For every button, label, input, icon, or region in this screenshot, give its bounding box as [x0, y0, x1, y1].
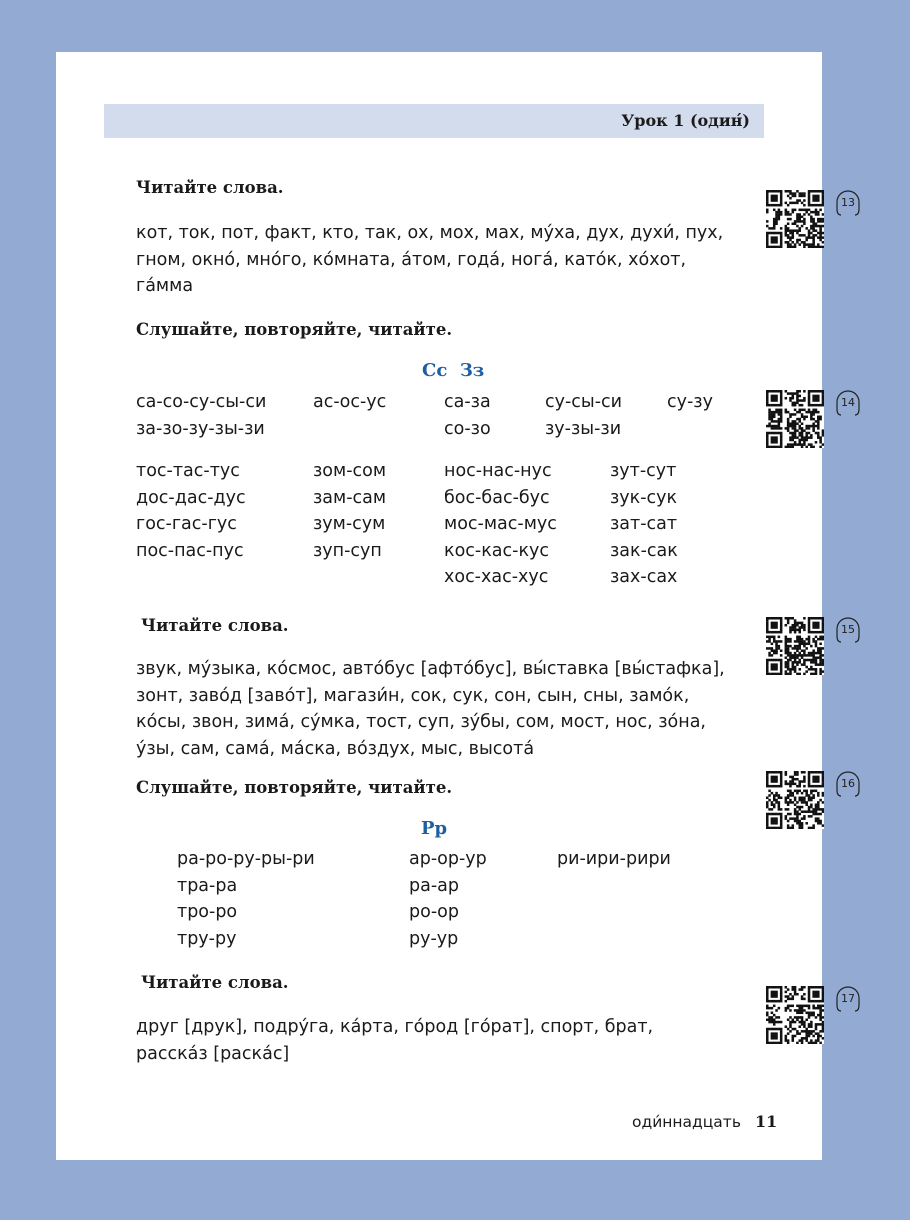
headphones-track-icon[interactable] [832, 768, 864, 800]
letters-heading-s-z: Сс Зз [422, 360, 485, 381]
headphones-track-icon[interactable] [832, 983, 864, 1015]
syllable-item: тро-ро [177, 902, 238, 922]
word-line: друг [друк], подру́га, ка́рта, го́род [го́рат], спорт, брат, [136, 1017, 654, 1037]
instruction-read-words-3: Читайте слова. [141, 973, 289, 992]
track-number: 16 [841, 777, 855, 790]
syllable-column [557, 846, 671, 873]
syllable-item: су-зу [667, 392, 713, 412]
letters-heading-r: Рр [421, 818, 448, 839]
syllable-item: зах-сах [610, 567, 678, 587]
syllable-item: ру-ур [409, 928, 459, 949]
syllable-column [313, 389, 386, 416]
track-number: 14 [841, 396, 855, 409]
syllable-item: хос-хас-хус [444, 567, 549, 587]
syllable-item: зак-сак [610, 540, 678, 561]
syllable-item: кос-кас-кус [444, 540, 549, 561]
syllable-item: ар-ор-ур [409, 849, 487, 869]
syllable-item: со-зо [444, 418, 491, 439]
page-number-word: оди́ннадцать [632, 1113, 741, 1131]
syllable-item: тос-тас-тус [136, 461, 240, 481]
syllable-item: зу-зы-зи [545, 418, 622, 439]
syllable-item: су-сы-си [545, 392, 623, 412]
syllable-item: бос-бас-бус [444, 487, 550, 508]
word-line: зонт, заво́д [заво́т], магази́н, сок, сук, сон, сын, сны, замо́к, [136, 685, 690, 706]
qr-code-icon[interactable] [766, 190, 824, 248]
syllable-item: са-за [444, 392, 491, 412]
syllable-item: пос-пас-пус [136, 540, 244, 561]
syllable-item: ро-ор [409, 902, 459, 922]
qr-code-icon[interactable] [766, 390, 824, 448]
instruction-read-words-2: Читайте слова. [141, 616, 289, 635]
word-list-1 [136, 220, 723, 300]
syllable-column [136, 389, 266, 442]
word-line: гном, окно́, мно́го, ко́мната, а́том, года́, нога́, като́к, хо́хот, [136, 249, 687, 270]
word-line: ко́сы, звон, зима́, су́мка, тост, суп, зу́бы, сом, мост, нос, зо́на, [136, 712, 706, 732]
syllable-column [444, 458, 557, 591]
qr-code-icon[interactable] [766, 617, 824, 675]
syllable-item: са-со-су-сы-си [136, 392, 267, 412]
syllable-item: тру-ру [177, 928, 237, 949]
lesson-title: Урок 1 (один́) [621, 111, 750, 130]
headphones-track-icon[interactable] [832, 614, 864, 646]
syllable-item: ри-ири-рири [557, 849, 671, 869]
track-number: 13 [841, 196, 855, 209]
headphones-track-icon[interactable] [832, 387, 864, 419]
syllable-item: ра-ро-ру-ры-ри [177, 849, 315, 869]
syllable-item: дос-дас-дус [136, 487, 246, 508]
syllable-item: зом-сом [313, 461, 387, 481]
syllable-item: зам-сам [313, 487, 387, 508]
syllable-item: ас-ос-ус [313, 392, 387, 412]
lesson-header [104, 104, 764, 138]
syllable-item: зут-сут [610, 461, 677, 481]
page-number: 11 [755, 1112, 778, 1131]
page [56, 52, 822, 1160]
syllable-column [136, 458, 246, 564]
word-line: га́мма [136, 276, 194, 296]
instruction-listen-repeat-2: Слушайте, повторяйте, читайте. [136, 778, 453, 797]
word-line: у́зы, сам, сама́, ма́ска, во́здух, мыс, высота́ [136, 738, 535, 759]
word-line: расска́з [раска́с] [136, 1043, 290, 1064]
syllable-item: нос-нас-нус [444, 461, 552, 481]
syllable-item: зат-сат [610, 514, 678, 534]
headphones-track-icon[interactable] [832, 187, 864, 219]
syllable-column [313, 458, 386, 564]
syllable-item: гос-гас-гус [136, 514, 237, 534]
instruction-listen-repeat-1: Слушайте, повторяйте, читайте. [136, 320, 453, 339]
syllable-item: тра-ра [177, 875, 238, 896]
syllable-column [545, 389, 622, 442]
word-line: кот, ток, пот, факт, кто, так, ох, мох, мах, му́ха, дух, духи́, пух, [136, 223, 724, 243]
syllable-column [610, 458, 678, 591]
syllable-item: зум-сум [313, 514, 386, 534]
syllable-item: зук-сук [610, 487, 678, 508]
syllable-item: зуп-суп [313, 540, 382, 561]
qr-code-icon[interactable] [766, 771, 824, 829]
qr-code-icon[interactable] [766, 986, 824, 1044]
instruction-read-words-1: Читайте слова. [136, 178, 284, 197]
syllable-item: за-зо-зу-зы-зи [136, 418, 265, 439]
track-number: 15 [841, 623, 855, 636]
syllable-item: мос-мас-мус [444, 514, 557, 534]
syllable-item: ра-ар [409, 875, 459, 896]
syllable-column [177, 846, 315, 952]
syllable-column [667, 389, 713, 416]
syllable-column [444, 389, 491, 442]
track-number: 17 [841, 992, 855, 1005]
word-list-3 [136, 1014, 653, 1067]
syllable-column [409, 846, 487, 952]
word-line: звук, му́зыка, ко́смос, авто́бус [афто́бус], вы́ставка [вы́стафка], [136, 659, 725, 679]
word-list-2 [136, 656, 725, 762]
